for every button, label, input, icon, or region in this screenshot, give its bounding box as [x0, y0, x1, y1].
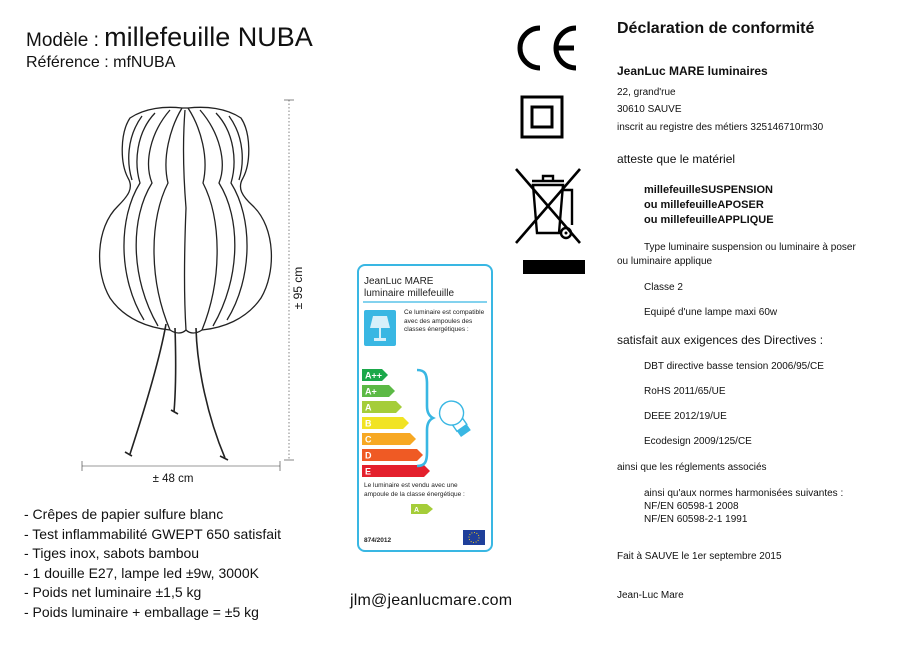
- energy-class-letter: C: [365, 434, 372, 445]
- energy-class-arrow: [362, 417, 409, 429]
- standard-item: NF/EN 60598-1 2008: [644, 501, 739, 512]
- height-label: ± 95 cm: [291, 266, 305, 310]
- feature-item: - Poids luminaire + emballage = ±5 kg: [24, 603, 259, 620]
- energy-class-letter: A: [365, 402, 372, 413]
- lamp-line: Equipé d'une lampe maxi 60w: [644, 307, 778, 318]
- energy-class-letter: A++: [365, 370, 383, 381]
- energy-label-brand-line2: luminaire millefeuille: [364, 288, 455, 299]
- contact-email: jlm@jeanlucmare.com: [350, 592, 513, 609]
- attests-line: atteste que le matériel: [617, 152, 736, 166]
- feature-item: - 1 douille E27, lampe led ±9w, 3000K: [24, 564, 259, 581]
- company-name: JeanLuc MARE luminaires: [617, 64, 768, 78]
- type-line-2: ou luminaire applique: [617, 256, 713, 267]
- width-dimension-line: [82, 461, 280, 471]
- energy-class-arrow: [362, 433, 416, 445]
- type-line-1: Type luminaire suspension ou luminaire à poser: [644, 242, 856, 253]
- weee-black-bar: [523, 260, 585, 274]
- lamp-shade-outline: [100, 107, 272, 333]
- energy-class-arrows: [362, 369, 430, 477]
- feature-item: - Tiges inox, sabots bambou: [24, 545, 200, 562]
- address-line-1: 22, grand'rue: [617, 87, 676, 98]
- address-line-2: 30610 SAUVE: [617, 104, 682, 115]
- weee-crossed-bin-icon: [510, 165, 586, 247]
- features-list: [24, 505, 281, 623]
- energy-class-letter: A+: [365, 386, 377, 397]
- energy-class-letter: E: [365, 466, 372, 477]
- feature-item: - Crêpes de papier sulfure blanc: [24, 506, 224, 522]
- model-name: millefeuille NUBA: [104, 22, 313, 52]
- directive-item: Ecodesign 2009/125/CE: [644, 436, 752, 447]
- registry-line: inscrit au registre des métiers 325146710rm30: [617, 122, 824, 133]
- product-suspension: millefeuilleSUSPENSION: [644, 184, 773, 196]
- declaration-title: Déclaration de conformité: [617, 20, 815, 37]
- directives-heading: satisfait aux exigences des Directives :: [617, 333, 824, 347]
- signatory: Jean-Luc Mare: [617, 590, 684, 601]
- energy-class-arrow: [362, 449, 423, 461]
- class-2-double-insulation-icon: [510, 93, 570, 141]
- lamp-icon: [364, 310, 396, 346]
- sold-class-arrow: [411, 504, 433, 514]
- regulations-line: ainsi que les réglements associés: [617, 462, 767, 473]
- directive-item: RoHS 2011/65/UE: [644, 386, 726, 397]
- width-label: ± 48 cm: [152, 473, 194, 483]
- done-at-line: Fait à SAUVE le 1er septembre 2015: [617, 551, 782, 562]
- class-line: Classe 2: [644, 282, 683, 293]
- eu-flag-icon: [463, 530, 485, 545]
- reference-line: Référence : mfNUBA: [26, 54, 176, 71]
- energy-class-arrow: [362, 401, 402, 413]
- model-prefix: Modèle :: [26, 30, 99, 51]
- energy-label-regulation: 874/2012: [364, 537, 392, 544]
- feature-item: - Poids net luminaire ±1,5 kg: [24, 584, 202, 601]
- energy-label-compat-text: Ce luminaire est compatible avec des ampoules des classes énergétiques :: [404, 309, 485, 333]
- energy-class-letter: B: [365, 418, 372, 429]
- feature-item: - Test inflammabilité GWEPT 650 satisfait: [24, 525, 282, 542]
- energy-class-arrow: [362, 369, 388, 381]
- lamp-drawing: [70, 88, 310, 483]
- energy-class-letter: D: [365, 450, 372, 461]
- model-title: [26, 22, 313, 53]
- directive-item: DEEE 2012/19/UE: [644, 411, 727, 422]
- lamp-stems: [125, 324, 228, 460]
- energy-label-brand-line1: JeanLuc MARE: [364, 276, 434, 287]
- standards-intro: ainsi qu'aux normes harmonisées suivantes :: [644, 488, 844, 499]
- standard-item: NF/EN 60598-2-1 1991: [644, 514, 748, 525]
- product-applique: ou millefeuilleAPPLIQUE: [644, 214, 774, 226]
- energy-label-sold-text: Le luminaire est vendu avec une ampoule de la classe énergétique :: [364, 482, 465, 498]
- sold-class-letter: A: [414, 507, 420, 514]
- energy-class-arrow: [362, 385, 395, 397]
- energy-label: [357, 264, 493, 552]
- bulb-icon: [435, 396, 476, 440]
- directive-item: DBT directive basse tension 2006/95/CE: [644, 361, 824, 372]
- ce-mark-icon: [510, 22, 582, 74]
- product-aposer: ou millefeuilleAPOSER: [644, 199, 764, 211]
